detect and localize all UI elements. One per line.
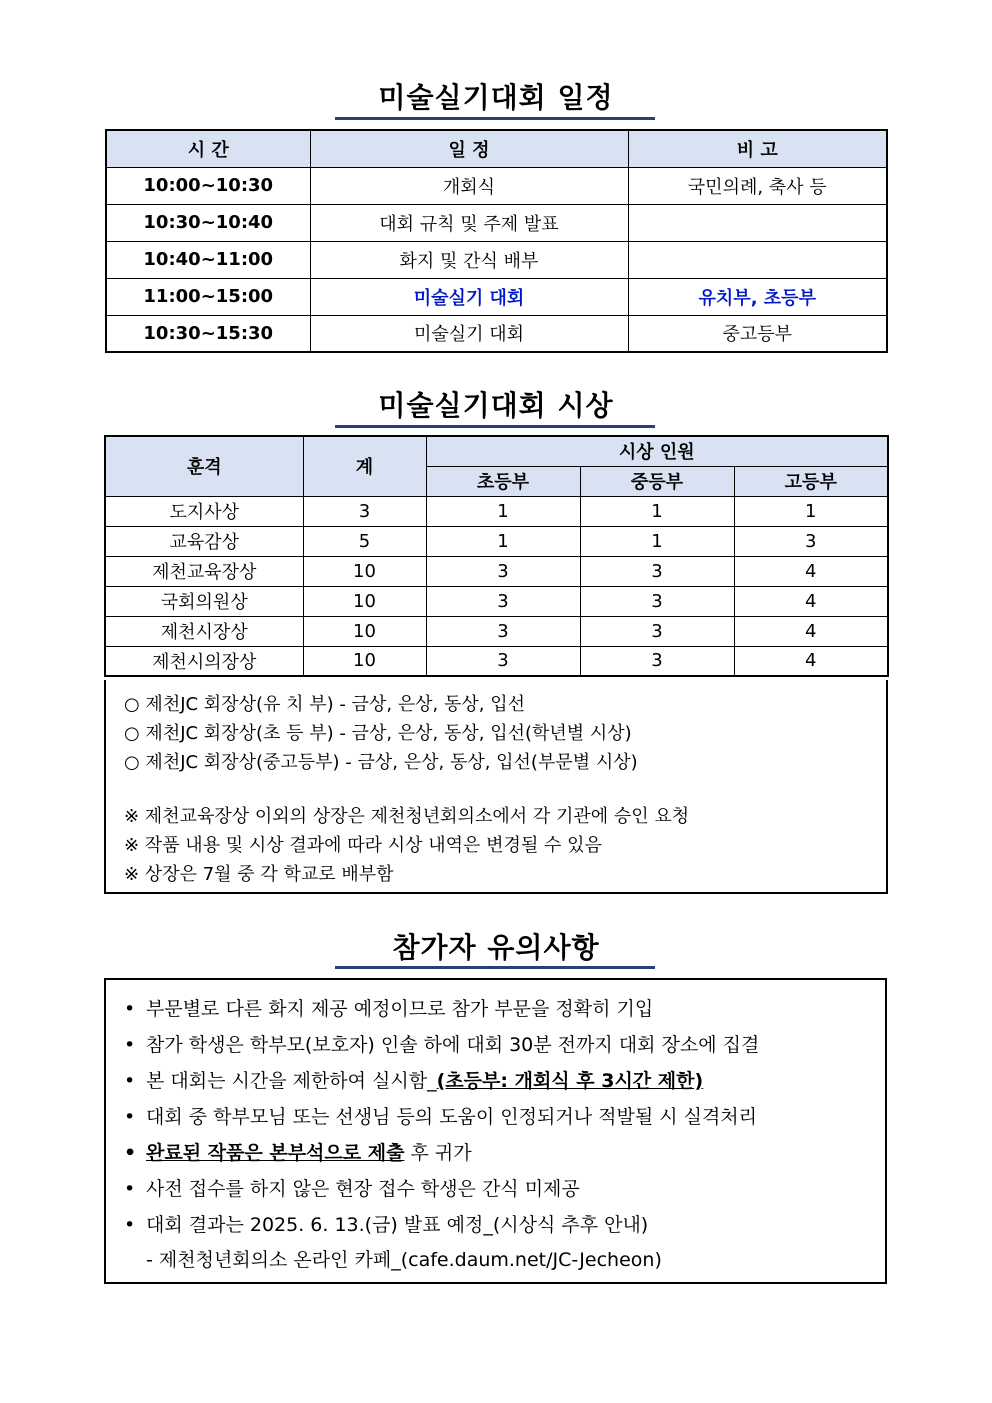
awards-notes-box xyxy=(104,680,888,894)
award-note-line: ※ 작품 내용 및 시상 결과에 따라 시상 내역은 변경될 수 있음 xyxy=(124,835,602,856)
awards-header-award: 훈격 xyxy=(105,436,303,496)
award-name: 국회의원상 xyxy=(105,586,303,616)
award-high: 4 xyxy=(734,556,888,586)
table-row xyxy=(105,616,888,646)
table-row xyxy=(106,315,887,352)
list-item xyxy=(124,1030,759,1057)
schedule-time: 10:40~11:00 xyxy=(106,241,310,278)
award-total: 3 xyxy=(303,496,426,526)
bullet-icon: • xyxy=(124,1034,136,1056)
award-middle: 3 xyxy=(580,556,734,586)
schedule-time: 10:30~10:40 xyxy=(106,204,310,241)
schedule-event: 대회 규칙 및 주제 발표 xyxy=(310,204,628,241)
award-middle: 3 xyxy=(580,586,734,616)
schedule-time: 10:00~10:30 xyxy=(106,167,310,204)
list-item xyxy=(124,1174,580,1201)
awards-header-middle: 중등부 xyxy=(580,466,734,496)
caution-text: 본 대회는 시간을 제한하여 실시함_ xyxy=(146,1070,437,1092)
awards-header-high: 고등부 xyxy=(734,466,888,496)
bullet-icon: • xyxy=(124,1142,137,1164)
schedule-title: 미술실기대회 일정 xyxy=(378,81,614,114)
awards-title: 미술실기대회 시상 xyxy=(378,389,614,422)
award-elementary: 3 xyxy=(426,616,580,646)
schedule-note xyxy=(628,241,887,278)
bullet-icon: • xyxy=(124,998,136,1020)
table-row xyxy=(106,241,887,278)
award-high: 1 xyxy=(734,496,888,526)
award-elementary: 3 xyxy=(426,646,580,676)
cautions-title: 참가자 유의사항 xyxy=(392,931,600,964)
schedule-header-time: 시 간 xyxy=(106,130,310,167)
award-elementary: 3 xyxy=(426,586,580,616)
award-name: 제천교육장상 xyxy=(105,556,303,586)
bullet-icon: • xyxy=(124,1106,136,1128)
awards-header-group: 시상 인원 xyxy=(426,436,888,466)
schedule-event: 미술실기 대회 xyxy=(310,315,628,352)
caution-text: 대회 결과는 2025. 6. 13.(금) 발표 예정_(시상식 추후 안내) xyxy=(146,1214,649,1236)
schedule-header-event: 일 정 xyxy=(310,130,628,167)
award-note-line: ※ 상장은 7월 중 각 학교로 배부함 xyxy=(124,864,394,885)
caution-text: 참가 학생은 학부모(보호자) 인솔 하에 대회 30분 전까지 대회 장소에 집결 xyxy=(146,1034,760,1056)
cautions-box xyxy=(104,978,887,1284)
award-note-line: ※ 제천교육장상 이외의 상장은 제천청년회의소에서 각 기관에 승인 요청 xyxy=(124,806,690,827)
caution-emphasis: 완료된 작품은 본부석으로 제출 xyxy=(146,1142,405,1164)
award-high: 4 xyxy=(734,616,888,646)
schedule-time: 11:00~15:00 xyxy=(106,278,310,315)
caution-text: 부문별로 다른 화지 제공 예정이므로 참가 부문을 정확히 기입 xyxy=(146,998,654,1020)
cafe-link-line: - 제천청년회의소 온라인 카페_(cafe.daum.net/JC-Jecheon) xyxy=(146,1249,662,1271)
caution-text: 후 귀가 xyxy=(404,1142,472,1164)
schedule-table xyxy=(105,129,888,353)
list-item xyxy=(124,1102,757,1129)
caution-emphasis: (초등부: 개회식 후 3시간 제한) xyxy=(436,1070,704,1092)
table-row xyxy=(105,526,888,556)
award-middle: 3 xyxy=(580,646,734,676)
cautions-title-underline xyxy=(335,966,655,969)
list-item xyxy=(124,1066,703,1093)
award-middle: 1 xyxy=(580,526,734,556)
award-elementary: 1 xyxy=(426,496,580,526)
table-row xyxy=(106,167,887,204)
award-total: 10 xyxy=(303,616,426,646)
award-high: 4 xyxy=(734,646,888,676)
award-middle: 3 xyxy=(580,616,734,646)
award-name: 제천시의장상 xyxy=(105,646,303,676)
bullet-icon: • xyxy=(124,1178,136,1200)
bullet-icon: • xyxy=(124,1214,136,1236)
award-name: 제천시장상 xyxy=(105,616,303,646)
schedule-header-note: 비 고 xyxy=(628,130,887,167)
schedule-note: 국민의례, 축사 등 xyxy=(628,167,887,204)
table-row xyxy=(105,496,888,526)
award-high: 3 xyxy=(734,526,888,556)
schedule-note: 중고등부 xyxy=(628,315,887,352)
list-item xyxy=(124,1138,472,1165)
schedule-time: 10:30~15:30 xyxy=(106,315,310,352)
schedule-title-underline xyxy=(335,117,655,120)
award-total: 10 xyxy=(303,646,426,676)
schedule-event: 개회식 xyxy=(310,167,628,204)
schedule-note xyxy=(628,204,887,241)
award-total: 10 xyxy=(303,556,426,586)
jc-award-line: ○ 제천JC 회장상(중고등부) - 금상, 은상, 동상, 입선(부문별 시상) xyxy=(124,752,638,773)
schedule-event: 미술실기 대회 xyxy=(310,278,628,315)
schedule-note: 유치부, 초등부 xyxy=(628,278,887,315)
table-row xyxy=(105,556,888,586)
jc-award-line: ○ 제천JC 회장상(유 치 부) - 금상, 은상, 동상, 입선 xyxy=(124,694,525,715)
table-row xyxy=(105,586,888,616)
award-name: 교육감상 xyxy=(105,526,303,556)
awards-table xyxy=(104,435,889,677)
award-total: 10 xyxy=(303,586,426,616)
awards-header-total: 계 xyxy=(303,436,426,496)
list-item xyxy=(124,994,653,1021)
award-name: 도지사상 xyxy=(105,496,303,526)
awards-title-underline xyxy=(335,425,655,428)
award-total: 5 xyxy=(303,526,426,556)
jc-award-line: ○ 제천JC 회장상(초 등 부) - 금상, 은상, 동상, 입선(학년별 시상) xyxy=(124,723,632,744)
table-row xyxy=(105,646,888,676)
award-middle: 1 xyxy=(580,496,734,526)
list-item xyxy=(124,1210,648,1237)
bullet-icon: • xyxy=(124,1070,136,1092)
schedule-event: 화지 및 간식 배부 xyxy=(310,241,628,278)
awards-header-elementary: 초등부 xyxy=(426,466,580,496)
award-elementary: 3 xyxy=(426,556,580,586)
table-row xyxy=(106,204,887,241)
award-elementary: 1 xyxy=(426,526,580,556)
award-high: 4 xyxy=(734,586,888,616)
caution-text: 사전 접수를 하지 않은 현장 접수 학생은 간식 미제공 xyxy=(146,1178,580,1200)
table-row xyxy=(106,278,887,315)
caution-text: 대회 중 학부모님 또는 선생님 등의 도움이 인정되거나 적발될 시 실격처리 xyxy=(146,1106,758,1128)
